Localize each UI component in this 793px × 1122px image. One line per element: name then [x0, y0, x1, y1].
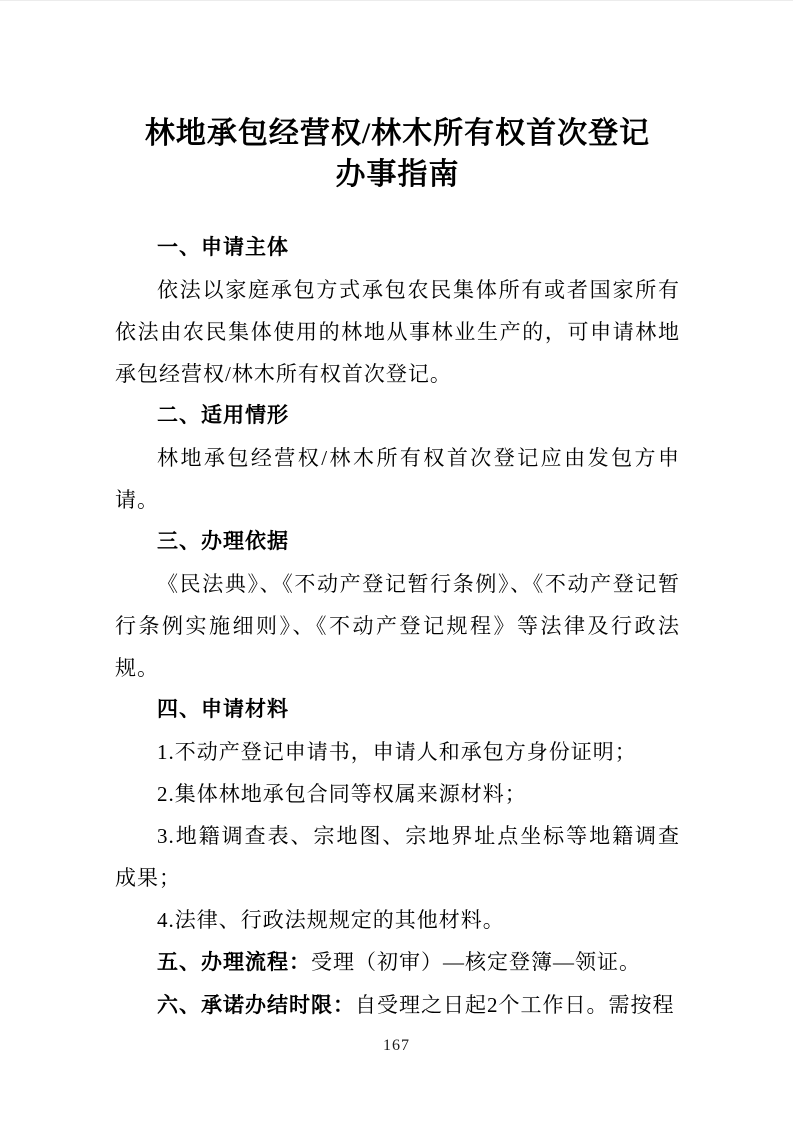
page-number: 167: [383, 1037, 410, 1054]
section-heading-applicable-situations: 二、适用情形: [157, 404, 289, 427]
paragraph-processing-flow: [115, 941, 680, 984]
list-item-material-1: 1.不动产登记申请书，申请人和承包方身份证明；: [157, 740, 637, 764]
document-title: [115, 113, 680, 195]
processing-flow-text: 受理（初审）—核定登簿—领证。: [311, 950, 641, 974]
document-title-line1: 林地承包经营权/林木所有权首次登记: [144, 117, 651, 150]
list-item-material-4: 4.法律、行政法规规定的其他材料。: [157, 908, 505, 932]
section-heading-completion-time-limit: 六、承诺办结时限：: [157, 994, 355, 1017]
section-heading-application-subject: 一、申请主体: [157, 236, 289, 259]
document-title-line2: 办事指南: [335, 158, 460, 191]
list-item-material-2: 2.集体林地承包合同等权属来源材料；: [157, 782, 527, 806]
paragraph-legal-basis: 《民法典》、《不动产登记暂行条例》、《不动产登记暂行条例实施细则》、《不动产登记规程》等法律及行政法规。: [115, 572, 680, 680]
section-heading-legal-basis: 三、办理依据: [157, 530, 289, 553]
list-item-material-3: 3.地籍调查表、宗地图、宗地界址点坐标等地籍调查成果；: [115, 824, 680, 890]
paragraph-applicable-situations: 林地承包经营权/林木所有权首次登记应由发包方申请。: [115, 446, 680, 512]
completion-time-limit-text: 自受理之日起2个工作日。需按程: [355, 993, 675, 1017]
section-heading-processing-flow: 五、办理流程：: [157, 951, 311, 974]
paragraph-completion-time-limit: [115, 984, 680, 1027]
paragraph-application-subject: 依法以家庭承包方式承包农民集体所有或者国家所有依法由农民集体使用的林地从事林业生产的，可申请林地承包经营权/林木所有权首次登记。: [115, 278, 680, 386]
section-heading-application-materials: 四、申请材料: [157, 698, 289, 721]
